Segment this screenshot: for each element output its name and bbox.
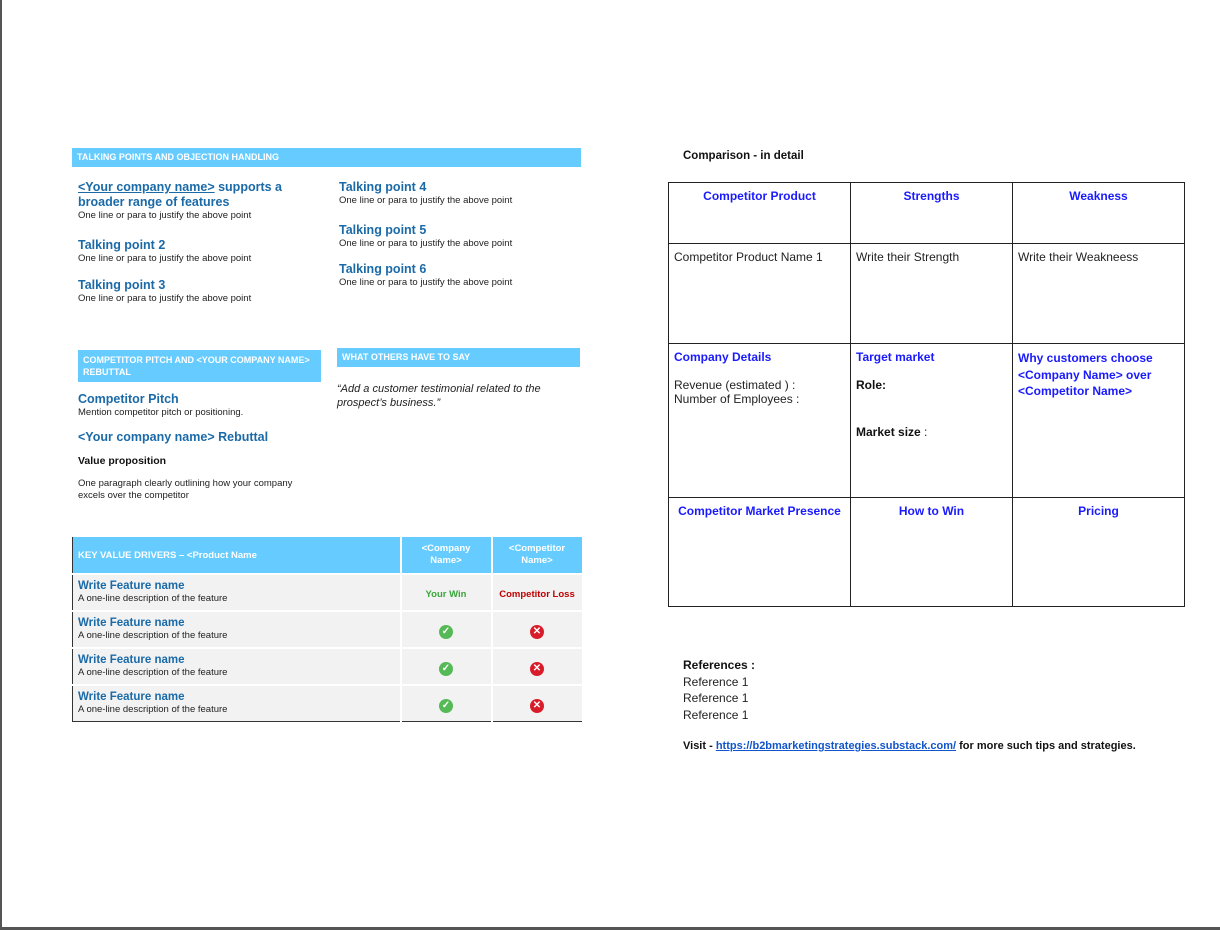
company-result-cell bbox=[401, 648, 492, 685]
talking-point-5 bbox=[339, 223, 579, 250]
competitor-product-name: Competitor Product Name 1 bbox=[669, 244, 851, 344]
feature-cell bbox=[73, 574, 401, 611]
talking-point-1-desc: One line or para to justify the above point bbox=[78, 210, 252, 221]
talking-point-6 bbox=[339, 262, 579, 289]
value-proposition-label: Value proposition bbox=[78, 455, 167, 467]
role-label: Role: bbox=[856, 378, 886, 392]
how-to-win-heading: How to Win bbox=[851, 498, 1013, 607]
competitor-weakness: Write their Weakneess bbox=[1013, 244, 1185, 344]
feature-cell bbox=[73, 685, 401, 722]
comparison-product-row bbox=[669, 244, 1185, 344]
talking-point-4-desc: One line or para to justify the above point bbox=[339, 195, 513, 206]
company-result-cell bbox=[401, 611, 492, 648]
competitor-loss-label: Competitor Loss bbox=[499, 588, 575, 600]
talking-point-2 bbox=[78, 238, 323, 265]
competitor-product-header: Competitor Product bbox=[669, 183, 851, 244]
revenue-label: Revenue (estimated ) : bbox=[674, 378, 796, 392]
table-row bbox=[73, 648, 583, 685]
feature-desc: A one-line description of the feature bbox=[78, 704, 228, 715]
feature-cell bbox=[73, 648, 401, 685]
market-size-label: Market size bbox=[856, 425, 921, 439]
talking-point-3 bbox=[78, 278, 323, 305]
talking-point-5-desc: One line or para to justify the above point bbox=[339, 238, 513, 249]
why-choose-cell bbox=[1013, 344, 1185, 498]
talking-point-3-desc: One line or para to justify the above point bbox=[78, 293, 252, 304]
feature-desc: A one-line description of the feature bbox=[78, 593, 228, 604]
value-proposition-desc: One paragraph clearly outlining how your company excels over the competitor bbox=[78, 478, 293, 501]
talking-point-6-title: Talking point 6 bbox=[339, 262, 427, 276]
page-left-border bbox=[0, 0, 2, 930]
talking-point-4 bbox=[339, 180, 579, 207]
pricing-heading: Pricing bbox=[1013, 498, 1185, 607]
competitor-result-cell bbox=[492, 648, 583, 685]
check-icon: ✓ bbox=[439, 662, 453, 676]
reference-item: Reference 1 bbox=[683, 691, 749, 705]
comparison-presence-row bbox=[669, 498, 1185, 607]
table-row bbox=[73, 574, 583, 611]
kvd-header-company: <Company Name> bbox=[401, 537, 492, 574]
target-market-cell bbox=[851, 344, 1013, 498]
x-icon: ✕ bbox=[530, 625, 544, 639]
talking-point-2-desc: One line or para to justify the above point bbox=[78, 253, 252, 264]
feature-desc: A one-line description of the feature bbox=[78, 667, 228, 678]
competitor-result-cell bbox=[492, 574, 583, 611]
strengths-header: Strengths bbox=[851, 183, 1013, 244]
feature-name: Write Feature name bbox=[78, 691, 185, 703]
company-result-cell bbox=[401, 574, 492, 611]
reference-item: Reference 1 bbox=[683, 707, 749, 722]
visit-suffix: for more such tips and strategies. bbox=[956, 740, 1136, 752]
competitor-result-cell bbox=[492, 685, 583, 722]
company-name-link[interactable]: <Your company name> bbox=[78, 180, 215, 194]
company-details-cell bbox=[669, 344, 851, 498]
talking-point-1-title: <Your company name> supports a broader range of features bbox=[78, 180, 282, 209]
market-size-line: Market size : bbox=[856, 425, 928, 439]
target-market-heading: Target market bbox=[856, 350, 935, 364]
weakness-header: Weakness bbox=[1013, 183, 1185, 244]
comparison-title: Comparison - in detail bbox=[683, 150, 804, 162]
feature-name: Write Feature name bbox=[78, 580, 185, 592]
substack-link[interactable]: https://b2bmarketingstrategies.substack.com/ bbox=[715, 740, 957, 752]
competitor-strength: Write their Strength bbox=[851, 244, 1013, 344]
competitor-result-cell bbox=[492, 611, 583, 648]
check-icon: ✓ bbox=[439, 699, 453, 713]
feature-name: Write Feature name bbox=[78, 654, 185, 666]
company-details-heading: Company Details bbox=[674, 350, 772, 364]
talking-point-5-title: Talking point 5 bbox=[339, 223, 427, 237]
competitor-pitch-header: COMPETITOR PITCH AND <YOUR COMPANY NAME> REBUTTAL bbox=[78, 350, 321, 382]
visit-footer bbox=[683, 740, 1136, 752]
comparison-details-row bbox=[669, 344, 1185, 498]
testimonial-header: WHAT OTHERS HAVE TO SAY bbox=[337, 348, 580, 367]
employees-label: Number of Employees : bbox=[674, 392, 800, 406]
kvd-header-title: KEY VALUE DRIVERS – <Product Name bbox=[73, 537, 401, 574]
competitor-pitch-title: Competitor Pitch bbox=[78, 392, 179, 406]
why-choose-heading: Why customers choose <Company Name> over <Competitor Name> bbox=[1018, 351, 1153, 398]
x-icon: ✕ bbox=[530, 699, 544, 713]
talking-point-6-desc: One line or para to justify the above point bbox=[339, 277, 513, 288]
table-row bbox=[73, 611, 583, 648]
talking-points-header: TALKING POINTS AND OBJECTION HANDLING bbox=[72, 148, 581, 167]
your-win-label: Your Win bbox=[425, 588, 467, 600]
table-row bbox=[73, 685, 583, 722]
testimonial-quote: “Add a customer testimonial related to the prospect’s business.” bbox=[337, 383, 541, 409]
feature-cell bbox=[73, 611, 401, 648]
comparison-header-row bbox=[669, 183, 1185, 244]
rebuttal-block bbox=[78, 430, 323, 445]
references-block bbox=[683, 657, 755, 723]
key-value-drivers-table bbox=[72, 537, 584, 722]
rebuttal-title: <Your company name> Rebuttal bbox=[78, 430, 269, 444]
visit-label: Visit - bbox=[683, 740, 716, 752]
talking-point-2-title: Talking point 2 bbox=[78, 238, 166, 252]
references-title: References : bbox=[683, 658, 756, 672]
feature-desc: A one-line description of the feature bbox=[78, 630, 228, 641]
competitor-pitch-desc: Mention competitor pitch or positioning. bbox=[78, 407, 244, 418]
market-presence-heading: Competitor Market Presence bbox=[669, 498, 851, 607]
check-icon: ✓ bbox=[439, 625, 453, 639]
talking-point-3-title: Talking point 3 bbox=[78, 278, 166, 292]
comparison-table bbox=[668, 182, 1185, 607]
talking-point-1 bbox=[78, 180, 323, 222]
x-icon: ✕ bbox=[530, 662, 544, 676]
reference-item: Reference 1 bbox=[683, 674, 749, 689]
kvd-header-competitor: <Competitor Name> bbox=[492, 537, 583, 574]
kvd-header-row bbox=[73, 537, 583, 574]
competitor-pitch-block bbox=[78, 392, 323, 419]
feature-name: Write Feature name bbox=[78, 617, 185, 629]
company-result-cell bbox=[401, 685, 492, 722]
talking-point-4-title: Talking point 4 bbox=[339, 180, 427, 194]
